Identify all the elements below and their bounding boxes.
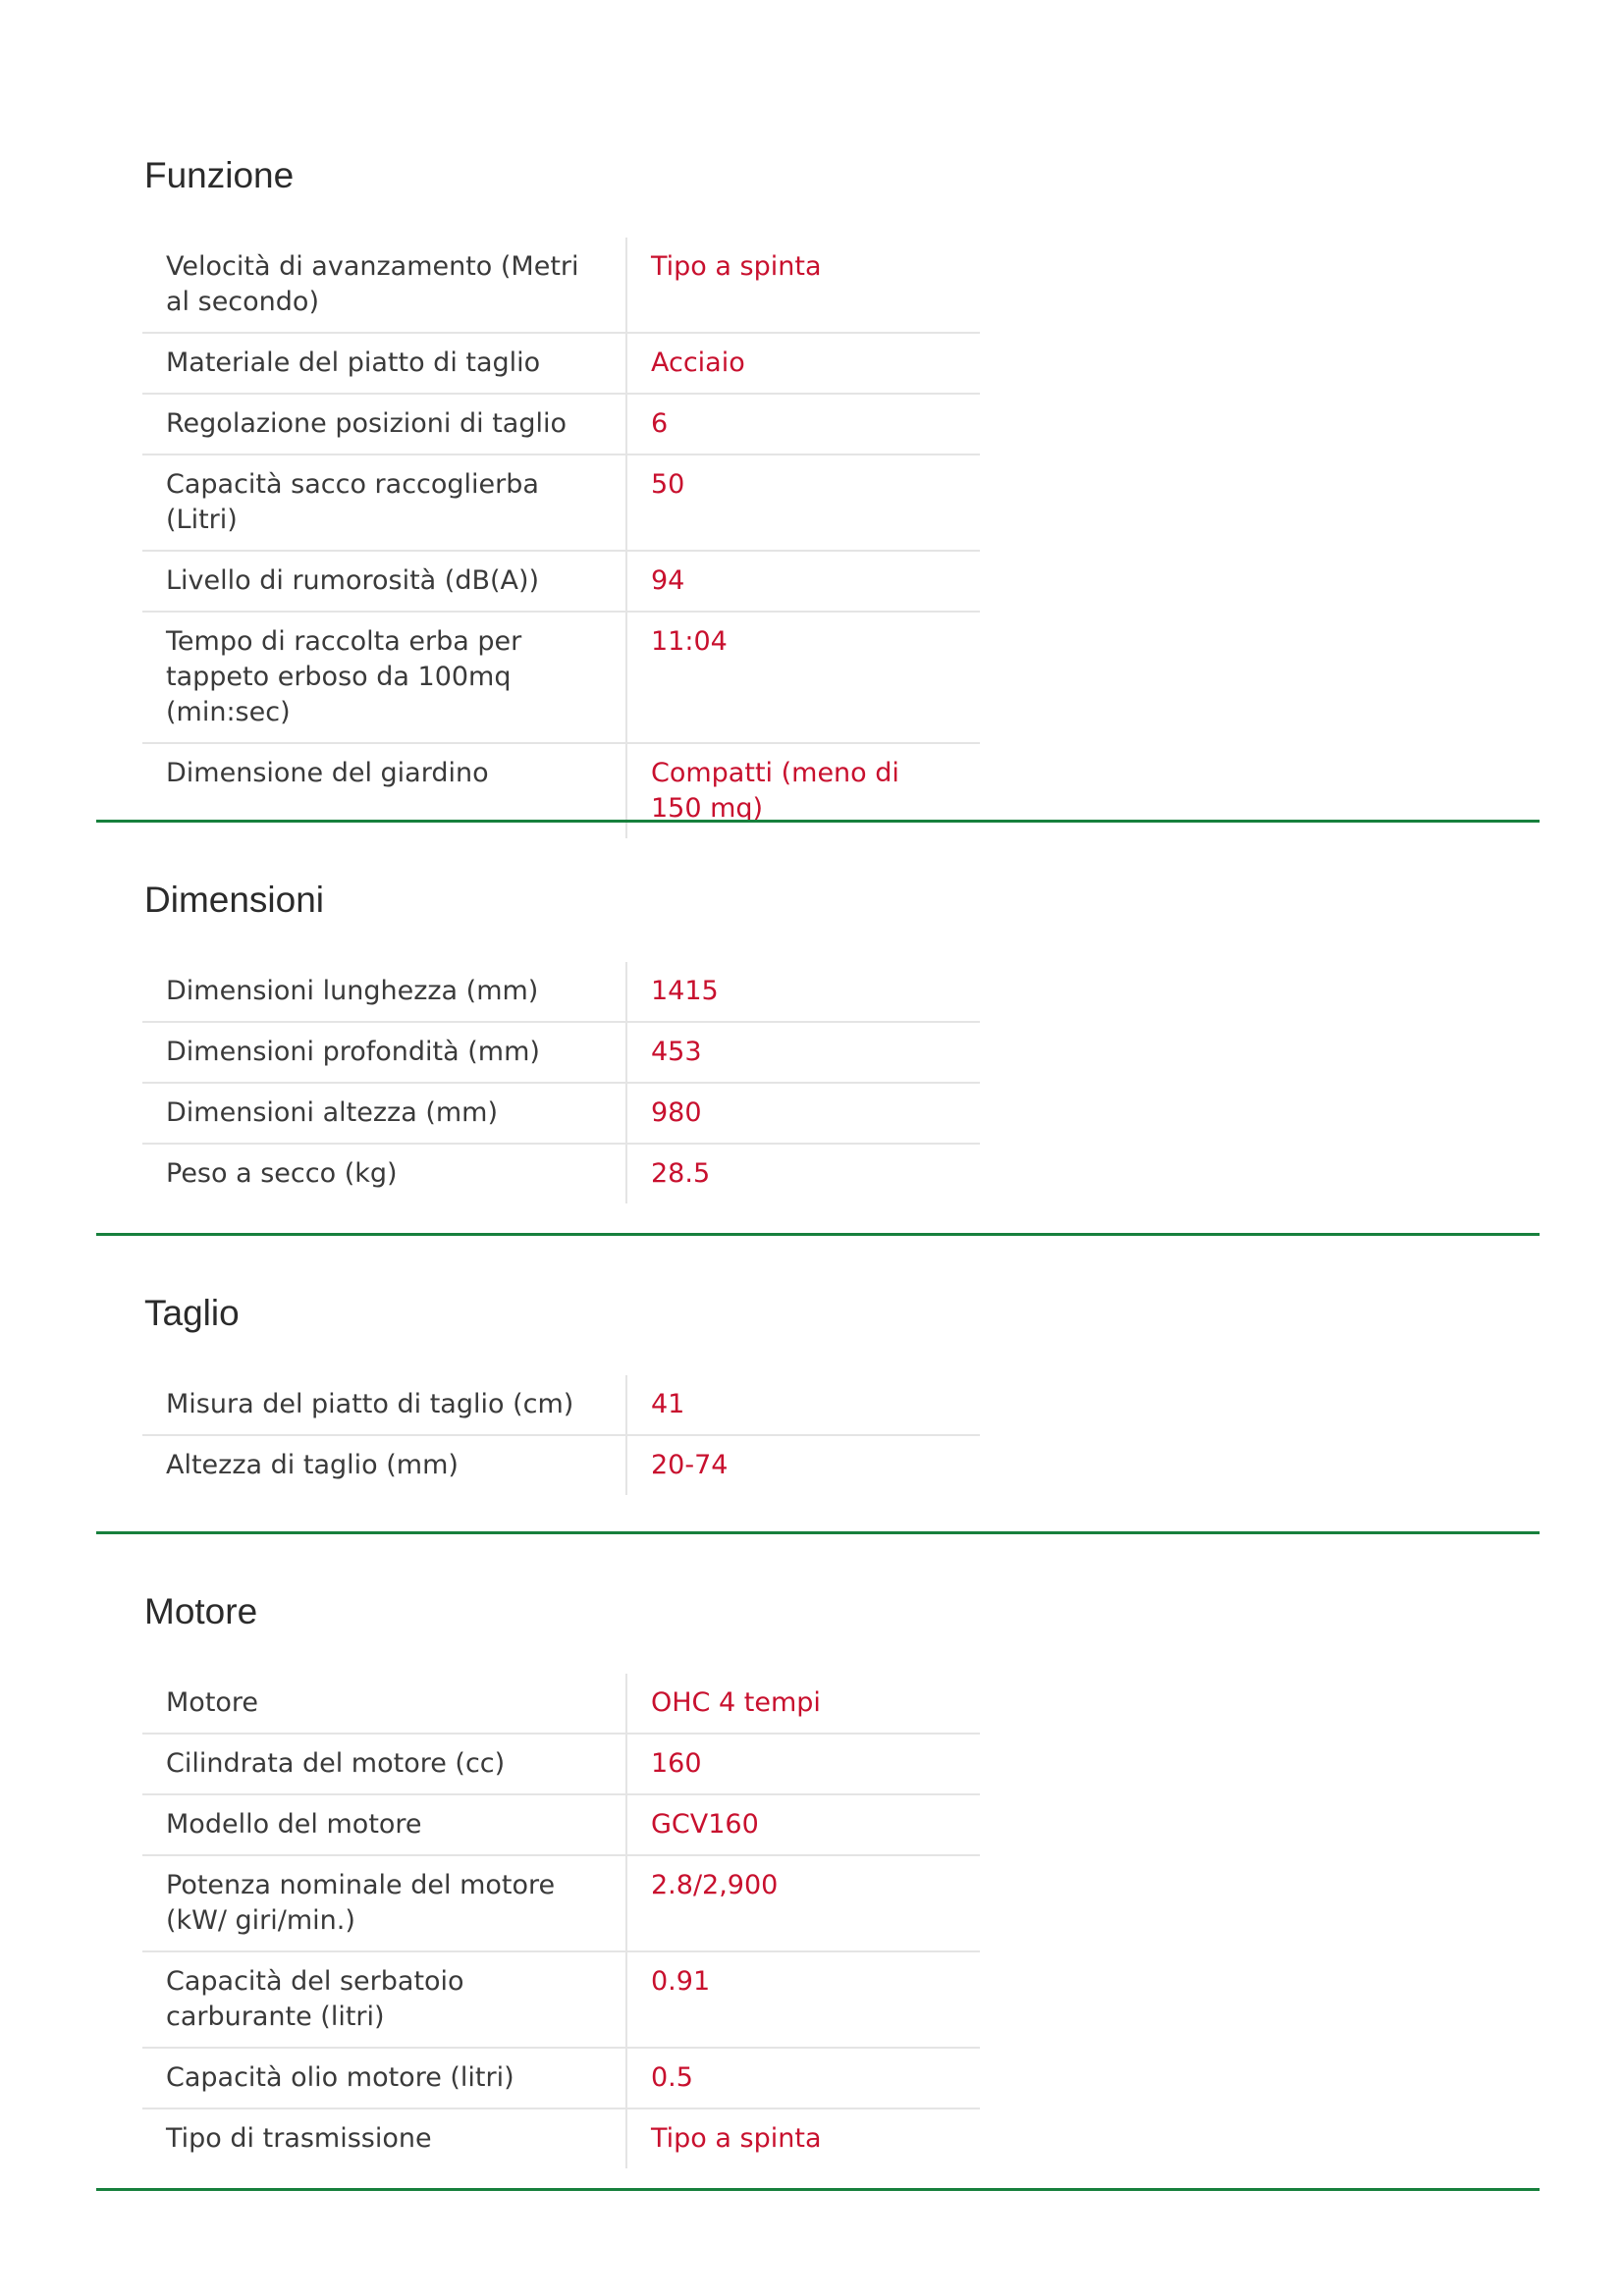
section-divider xyxy=(96,1233,1540,1236)
section-title: Motore xyxy=(144,1591,258,1631)
spec-value: Tipo a spinta xyxy=(626,2109,980,2168)
table-row xyxy=(142,1674,980,1734)
table-row xyxy=(142,333,980,394)
section-divider xyxy=(96,2188,1540,2191)
spec-value: 980 xyxy=(626,1083,980,1144)
spec-label: Potenza nominale del motore (kW/ giri/min.) xyxy=(142,1855,626,1951)
spec-value: 28.5 xyxy=(626,1144,980,1203)
spec-value: 2.8/2,900 xyxy=(626,1855,980,1951)
spec-value: Tipo a spinta xyxy=(651,251,822,282)
table-row xyxy=(142,2109,980,2168)
spec-value: 50 xyxy=(626,454,980,551)
spec-value: Compatti (meno di 150 mq) xyxy=(626,743,980,838)
section-title: Dimensioni xyxy=(144,880,325,920)
table-row xyxy=(142,238,980,333)
table-row xyxy=(142,1144,980,1203)
spec-value: 11:04 xyxy=(626,612,980,743)
spec-label: Tempo di raccolta erba per tappeto erboso da 100mq (min:sec) xyxy=(142,612,626,743)
table-row xyxy=(142,394,980,454)
spec-label: Modello del motore xyxy=(142,1794,626,1855)
table-row xyxy=(142,962,980,1022)
table-row xyxy=(142,454,980,551)
spec-value: 160 xyxy=(626,1734,980,1794)
spec-value: 1415 xyxy=(651,976,719,1006)
spec-value: 41 xyxy=(651,1389,685,1419)
spec-value: 0.5 xyxy=(626,2048,980,2109)
spec-value: 20-74 xyxy=(626,1435,980,1495)
spec-table-motore xyxy=(142,1674,980,2168)
spec-value: GCV160 xyxy=(626,1794,980,1855)
section-title: Funzione xyxy=(144,155,295,195)
table-row xyxy=(142,551,980,612)
section-divider xyxy=(96,820,1540,823)
spec-table-funzione xyxy=(142,238,980,838)
spec-label: Capacità olio motore (litri) xyxy=(142,2048,626,2109)
spec-table-dimensioni xyxy=(142,962,980,1203)
spec-label: Dimensione del giardino xyxy=(142,743,626,838)
spec-label: Capacità del serbatoio carburante (litri) xyxy=(142,1951,626,2048)
spec-label: Dimensioni lunghezza (mm) xyxy=(142,962,626,1022)
spec-value: OHC 4 tempi xyxy=(651,1687,821,1718)
table-row xyxy=(142,612,980,743)
table-row xyxy=(142,1022,980,1083)
spec-label: Misura del piatto di taglio (cm) xyxy=(142,1375,626,1435)
table-row xyxy=(142,1083,980,1144)
table-row xyxy=(142,743,980,838)
spec-label: Peso a secco (kg) xyxy=(142,1144,626,1203)
spec-table-taglio xyxy=(142,1375,980,1495)
table-row xyxy=(142,1375,980,1435)
spec-label: Altezza di taglio (mm) xyxy=(142,1435,626,1495)
spec-label: Regolazione posizioni di taglio xyxy=(142,394,626,454)
section-divider xyxy=(96,1531,1540,1534)
spec-value: 0.91 xyxy=(626,1951,980,2048)
spec-label: Capacità sacco raccoglierba (Litri) xyxy=(142,454,626,551)
table-row xyxy=(142,1951,980,2048)
spec-label: Livello di rumorosità (dB(A)) xyxy=(142,551,626,612)
section-title: Taglio xyxy=(144,1293,240,1333)
spec-label: Velocità di avanzamento (Metri al secondo) xyxy=(142,238,626,333)
table-row xyxy=(142,1734,980,1794)
spec-value: 94 xyxy=(626,551,980,612)
table-row xyxy=(142,1855,980,1951)
spec-label: Dimensioni profondità (mm) xyxy=(142,1022,626,1083)
table-row xyxy=(142,1794,980,1855)
spec-value: Acciaio xyxy=(626,333,980,394)
spec-label: Cilindrata del motore (cc) xyxy=(142,1734,626,1794)
spec-value: 6 xyxy=(626,394,980,454)
spec-label: Motore xyxy=(142,1674,626,1734)
spec-value: 453 xyxy=(626,1022,980,1083)
table-row xyxy=(142,1435,980,1495)
spec-label: Dimensioni altezza (mm) xyxy=(142,1083,626,1144)
table-row xyxy=(142,2048,980,2109)
spec-label: Tipo di trasmissione xyxy=(142,2109,626,2168)
spec-label: Materiale del piatto di taglio xyxy=(142,333,626,394)
